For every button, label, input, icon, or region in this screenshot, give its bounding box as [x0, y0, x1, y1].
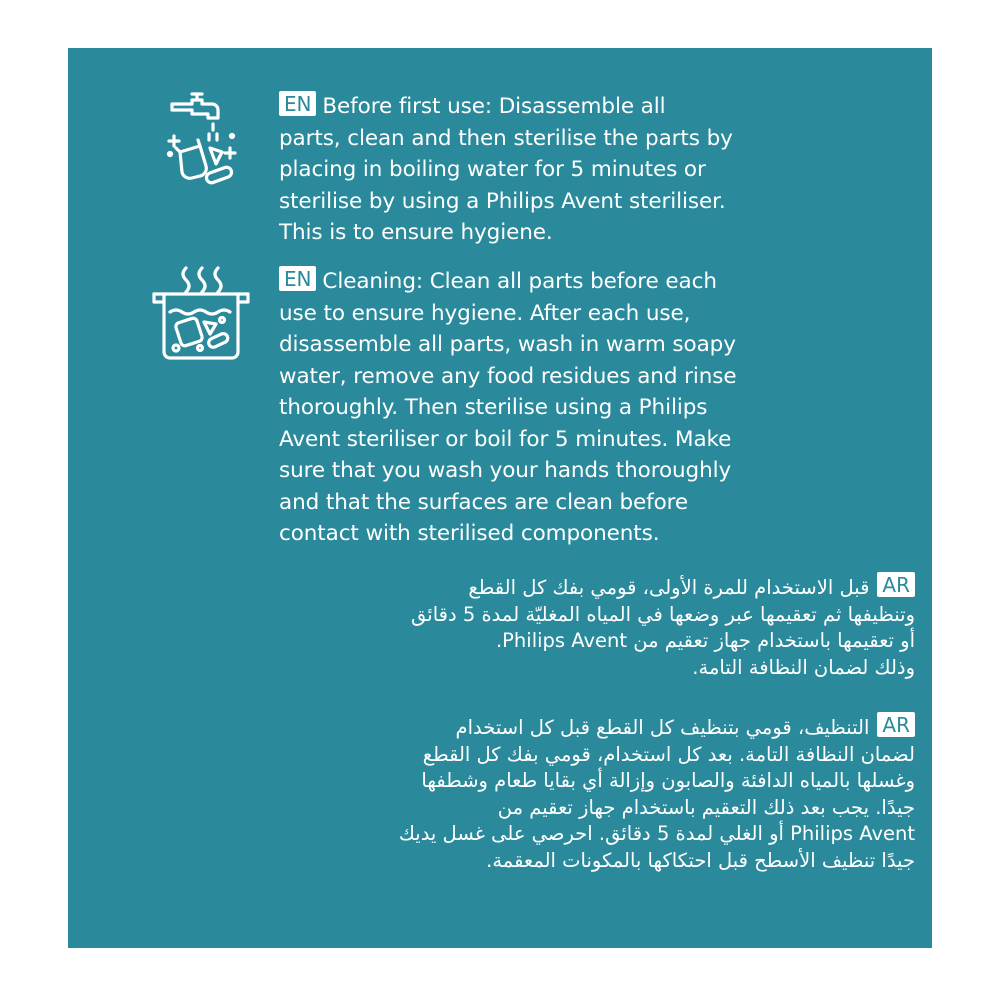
text-line: water, remove any food residues and rinse	[279, 363, 737, 389]
text-line: وذلك لضمان النظافة التامة.	[692, 655, 915, 679]
text-line: sure that you wash your hands thoroughly	[279, 458, 732, 483]
en-first-use-text	[279, 91, 919, 249]
text-line: disassemble all parts, wash in warm soapy	[279, 332, 736, 357]
boiling-pot-icon	[150, 264, 252, 364]
text-line: أو تعقيمها باستخدام جهاز تعقيم من Philips Avent.	[495, 629, 915, 652]
text-line: ARقبل الاستخدام للمرة الأولى، قومي بفك كل القطع	[95, 572, 915, 602]
text-line: use to ensure hygiene. After each use,	[279, 300, 691, 326]
text-line: This is to ensure hygiene.	[279, 220, 553, 245]
text-line: ARالتنظيف، قومي بتنظيف كل القطع قبل كل استخدام	[95, 712, 915, 742]
text-line: EN Cleaning: Clean all parts before each	[279, 266, 919, 298]
language-badge-ar: AR	[877, 712, 915, 737]
language-badge-en: EN	[279, 91, 316, 116]
text-line: parts, clean and then sterilise the parts by	[279, 125, 733, 151]
text-line: Philips Avent أو الغلي لمدة 5 دقائق. احرصي على غسل يديك	[398, 822, 915, 845]
en-cleaning-text	[279, 266, 919, 550]
text-line: EN Before first use: Disassemble all	[279, 91, 919, 123]
text-line: and that the surfaces are clean before	[279, 489, 689, 515]
text-line: thoroughly. Then sterilise using a Philips	[279, 395, 708, 420]
text-line: جيدًا تنظيف الأسطح قبل احتكاكها بالمكونات المعقمة.	[486, 848, 915, 872]
text-line: placing in boiling water for 5 minutes or	[279, 157, 706, 182]
ar-cleaning-text	[95, 712, 915, 874]
tap-sterilise-parts-icon	[162, 90, 246, 194]
text-line: وغسلها بالمياه الدافئة والصابون وإزالة أي بقايا طعام وشطفها	[421, 769, 915, 792]
instruction-panel	[68, 48, 932, 948]
text-line: وتنظيفها ثم تعقيمها عبر وضعها في المياه المغليّة لمدة 5 دقائق	[411, 602, 915, 626]
language-badge-ar: AR	[877, 572, 915, 597]
text-line: sterilise by using a Philips Avent steriliser.	[279, 188, 726, 214]
text-line: لضمان النظافة التامة. بعد كل استخدام، قومي بفك كل القطع	[422, 742, 915, 766]
ar-first-use-text	[95, 572, 915, 681]
text-line: جيدًا. يجب بعد ذلك التعقيم باستخدام جهاز تعقيم من	[497, 795, 915, 819]
language-badge-en: EN	[279, 266, 316, 291]
text-line: Avent steriliser or boil for 5 minutes. Make	[279, 426, 732, 452]
text-line: contact with sterilised components.	[279, 521, 660, 546]
